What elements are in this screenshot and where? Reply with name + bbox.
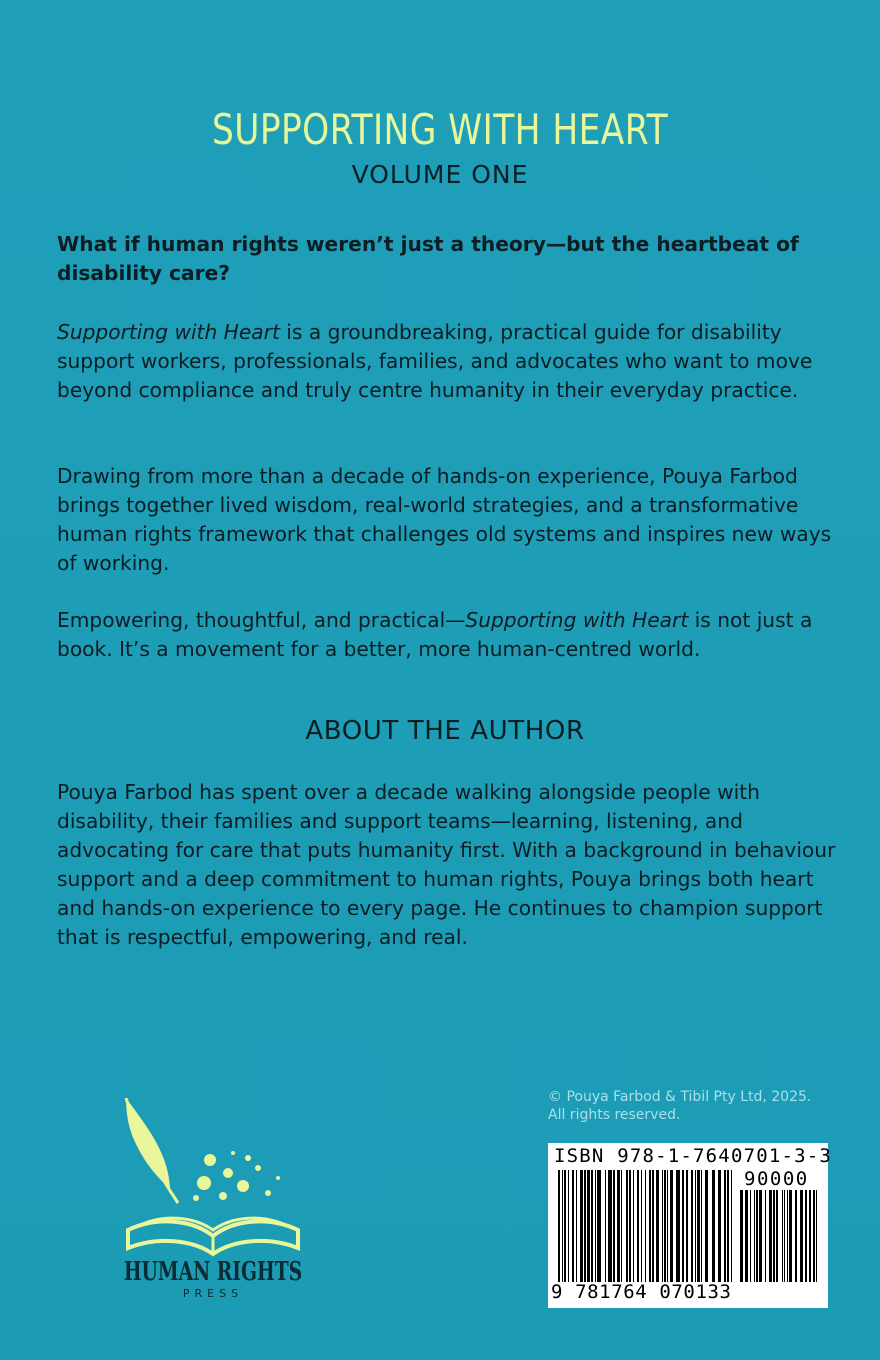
barcode-bar bbox=[626, 1170, 628, 1282]
barcode-bar bbox=[595, 1170, 596, 1282]
barcode-bar bbox=[731, 1170, 732, 1282]
barcode-bar bbox=[784, 1190, 785, 1282]
barcode-bar bbox=[697, 1170, 700, 1282]
about-author-heading: ABOUT THE AUTHOR bbox=[305, 716, 585, 746]
blurb-paragraph-2: Drawing from more than a decade of hands-on experience, Pouya Farbod brings together lived wisdom, real-world strategies, and a transformative human rights framework that challenges old systems and inspires new ways of working. bbox=[57, 464, 832, 575]
barcode-bar bbox=[776, 1190, 778, 1282]
publisher-press: PRESS bbox=[182, 1287, 244, 1300]
copyright-line-2: All rights reserved. bbox=[548, 1107, 681, 1123]
barcode-bar bbox=[641, 1170, 642, 1282]
barcode-bar bbox=[782, 1190, 783, 1282]
barcode-bar bbox=[580, 1170, 583, 1282]
publisher-name: HUMAN RIGHTS bbox=[123, 1257, 303, 1287]
barcode-bar bbox=[633, 1170, 634, 1282]
barcode-bar bbox=[805, 1190, 807, 1282]
barcode-bar bbox=[816, 1190, 817, 1282]
barcode-bar bbox=[789, 1190, 792, 1282]
blurb-paragraph-3-after: is not just a book. It’s a movement for a better, more human-centred world. bbox=[57, 608, 813, 661]
barcode-bar bbox=[568, 1170, 569, 1282]
barcode-bar bbox=[649, 1170, 651, 1282]
barcode-bar bbox=[617, 1170, 620, 1282]
copyright-notice bbox=[548, 1088, 811, 1124]
barcode-bar bbox=[670, 1170, 673, 1282]
blurb-paragraph-1 bbox=[57, 318, 847, 405]
book-title: SUPPORTING WITH HEART bbox=[211, 105, 669, 154]
barcode-bar bbox=[576, 1170, 577, 1282]
barcode-bar bbox=[712, 1170, 715, 1282]
barcode-bar bbox=[562, 1170, 563, 1282]
barcode-bar bbox=[682, 1170, 684, 1282]
isbn-number: ISBN 978-1-7640701-3-3 bbox=[554, 1145, 833, 1167]
barcode-bar bbox=[605, 1170, 606, 1282]
isbn-barcode bbox=[548, 1143, 833, 1308]
blurb-paragraph-3 bbox=[57, 606, 847, 664]
barcode-bar bbox=[645, 1170, 646, 1282]
barcode-bar bbox=[656, 1170, 659, 1282]
barcode-bar bbox=[705, 1170, 708, 1282]
barcode-bar bbox=[727, 1170, 729, 1282]
barcode-bar bbox=[724, 1170, 726, 1282]
barcode-bar bbox=[759, 1190, 762, 1282]
barcode-bar bbox=[745, 1190, 748, 1282]
barcode-bar bbox=[769, 1190, 772, 1282]
barcode-bar bbox=[637, 1170, 639, 1282]
about-author-text: Pouya Farbod has spent over a decade walking alongside people with disability, their families and support teams—learning, listening, and advocating for care that puts humanity first. With a background in behaviour support and a deep commitment to human rights, Pouya brings both heart and hands-on experience to every page. He continues to champion support that is respectful, empowering, and real. bbox=[57, 780, 836, 949]
barcode-bar bbox=[584, 1170, 586, 1282]
barcode-bar bbox=[587, 1170, 590, 1282]
barcode-bar bbox=[686, 1170, 688, 1282]
book-title-italic: Supporting with Heart bbox=[465, 608, 689, 632]
barcode-bar bbox=[662, 1170, 663, 1282]
barcode-bar bbox=[613, 1170, 615, 1282]
ean-barcode-bars bbox=[558, 1170, 734, 1282]
barcode-bar bbox=[765, 1190, 766, 1282]
addon-barcode-bars bbox=[740, 1190, 820, 1282]
barcode-bar bbox=[701, 1170, 702, 1282]
barcode-bar bbox=[773, 1190, 775, 1282]
ean-digits: 9 781764 070133 bbox=[551, 1281, 732, 1303]
book-title-italic: Supporting with Heart bbox=[57, 320, 280, 344]
barcode-bar bbox=[787, 1190, 788, 1282]
barcode-bar bbox=[718, 1170, 721, 1282]
barcode-bar bbox=[591, 1170, 593, 1282]
barcode-bar bbox=[695, 1170, 696, 1282]
barcode-bar bbox=[795, 1190, 797, 1282]
blurb-paragraph-3-before: Empowering, thoughtful, and practical— bbox=[57, 608, 466, 632]
barcode-bar bbox=[813, 1190, 815, 1282]
barcode-bar bbox=[756, 1190, 758, 1282]
barcode-bar bbox=[800, 1190, 803, 1282]
barcode-bar bbox=[667, 1170, 668, 1282]
barcode-bar bbox=[608, 1170, 612, 1282]
barcode-bar bbox=[740, 1190, 743, 1282]
barcode-bar bbox=[572, 1170, 574, 1282]
lead-question: What if human rights weren’t just a theory—but the heartbeat of disability care? bbox=[57, 232, 799, 285]
barcode-bar bbox=[597, 1170, 601, 1282]
barcode-bar bbox=[691, 1170, 693, 1282]
barcode-bar bbox=[652, 1170, 654, 1282]
blurb-paragraph-1-text: is a groundbreaking, practical guide for disability support workers, professionals, families, and advocates who want to move beyond compliance and truly centre humanity in their everyday practice. bbox=[57, 320, 813, 402]
barcode-bar bbox=[809, 1190, 811, 1282]
volume-subtitle: VOLUME ONE bbox=[351, 160, 529, 189]
barcode-bar bbox=[564, 1170, 566, 1282]
copyright-line-1: © Pouya Farbod & Tibil Pty Ltd, 2025. bbox=[548, 1089, 812, 1105]
barcode-bar bbox=[664, 1170, 666, 1282]
barcode-bar bbox=[629, 1170, 631, 1282]
price-addon-digits: 90000 bbox=[744, 1168, 809, 1190]
barcode-bar bbox=[754, 1190, 755, 1282]
barcode-bar bbox=[750, 1190, 751, 1282]
barcode-bar bbox=[558, 1170, 560, 1282]
barcode-bar bbox=[621, 1170, 622, 1282]
barcode-bar bbox=[676, 1170, 680, 1282]
